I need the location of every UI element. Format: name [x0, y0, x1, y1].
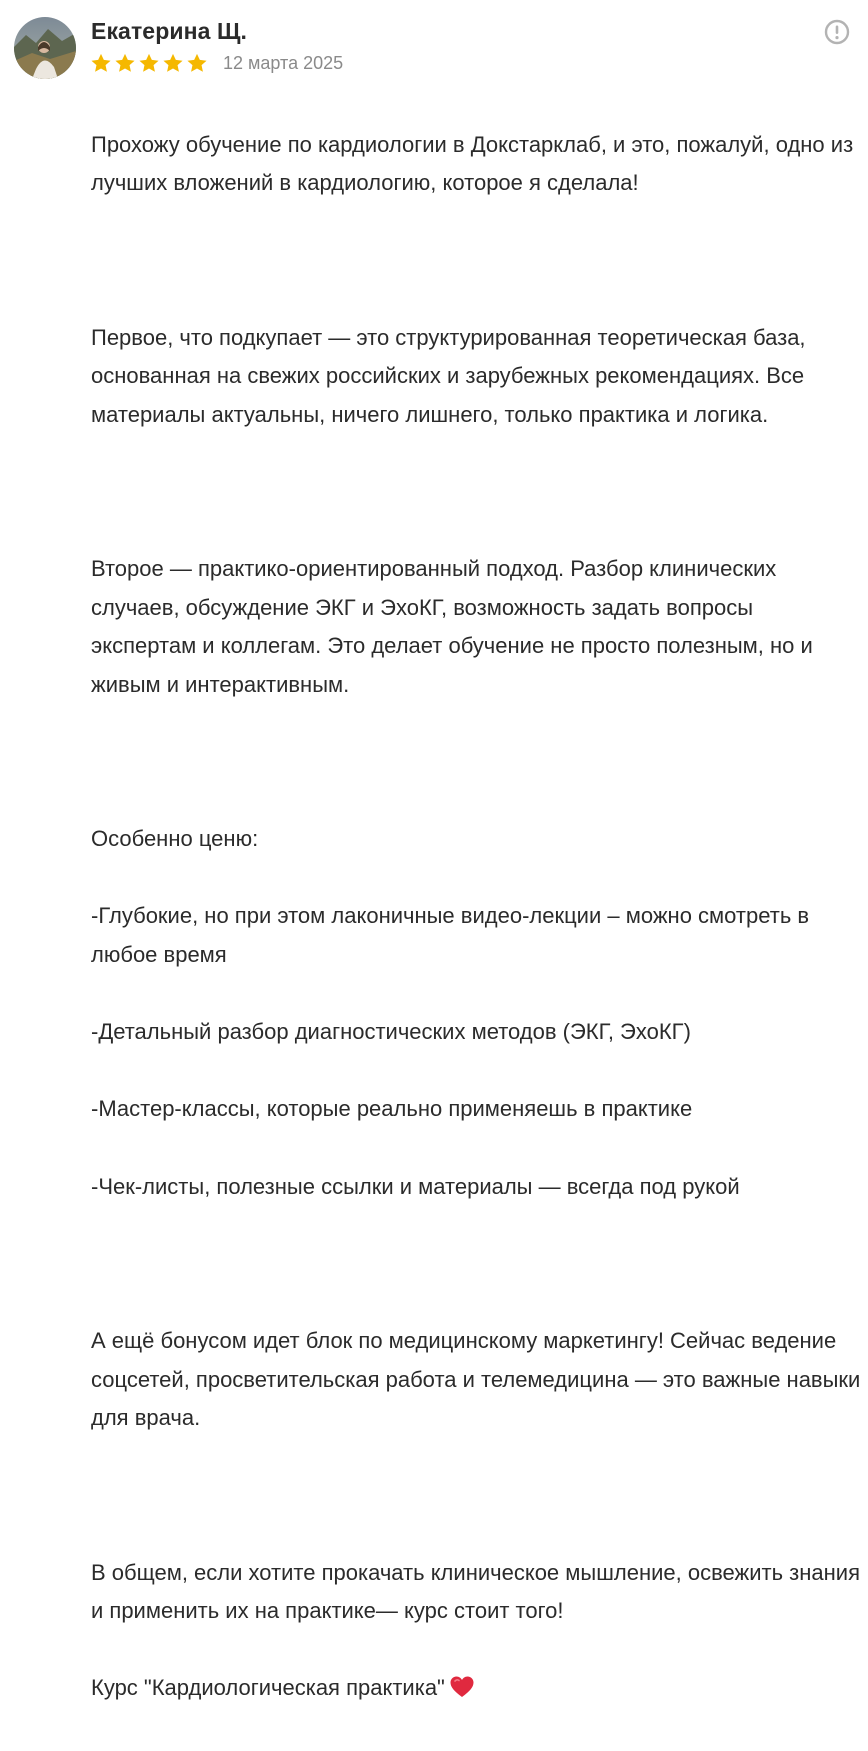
paragraph-spacer: [91, 1245, 861, 1284]
list-item: -Чек-листы, полезные ссылки и материалы — всегда под рукой: [91, 1173, 740, 1199]
course-line: [91, 1669, 861, 1712]
star-icon: [162, 53, 184, 73]
author-name[interactable]: Екатерина Щ.: [91, 18, 247, 44]
list-item: -Детальный разбор диагностических методов (ЭКГ, ЭхоКГ): [91, 1019, 691, 1045]
review-date: 12 марта 2025: [223, 53, 344, 73]
review-paragraph: Первое, что подкупает — это структурированная теоретическая база, основанная на свежих российских и зарубежных рекомендациях. Все материалы актуальны, ничего лишнего, только практика и логика.: [91, 324, 806, 427]
paragraph-spacer: [91, 743, 861, 782]
list-item: -Глубокие, но при этом лаконичные видео-лекции – можно смотреть в любое время: [91, 903, 810, 968]
review-paragraph: Прохожу обучение по кардиологии в Докстарклаб, и это, пожалуй, одно из лучших вложений в кардиологию, которое я сделала!: [91, 131, 854, 196]
author-avatar[interactable]: [14, 17, 76, 79]
paragraph-spacer: [91, 241, 861, 280]
list-item: -Мастер-классы, которые реально применяешь в практике: [91, 1096, 693, 1122]
course-name: Курс "Кардиологическая практика": [91, 1675, 445, 1701]
review-paragraph: Второе — практико-ориентированный подход. Разбор клинических случаев, обсуждение ЭКГ и ЭхоКГ, возможность задать вопросы экспертам и коллегам. Это делает обучение не просто полезным, но и живым и интерактивным.: [91, 556, 813, 697]
list-title: Особенно ценю:: [91, 826, 259, 852]
review-text: [91, 87, 861, 1751]
review-paragraph: А ещё бонусом идет блок по медицинскому маркетингу! Сейчас ведение соцсетей, просветительская работа и телемедицина — это важные навыки для врача.: [91, 1328, 861, 1431]
star-icon: [138, 53, 160, 73]
paragraph-spacer: [91, 473, 861, 512]
heart-emoji-icon: [449, 1673, 475, 1712]
paragraph-spacer: [91, 1476, 861, 1515]
avatar-photo: [14, 17, 76, 79]
star-rating: [90, 53, 208, 73]
review-paragraph: В общем, если хотите прокачать клиническое мышление, освежить знания и применить их на практике— курс стоит того!: [91, 1559, 860, 1624]
star-icon: [114, 53, 136, 73]
exclamation-circle-icon: [824, 19, 850, 45]
star-icon: [90, 53, 112, 73]
report-button[interactable]: [824, 19, 850, 45]
star-icon: [186, 53, 208, 73]
